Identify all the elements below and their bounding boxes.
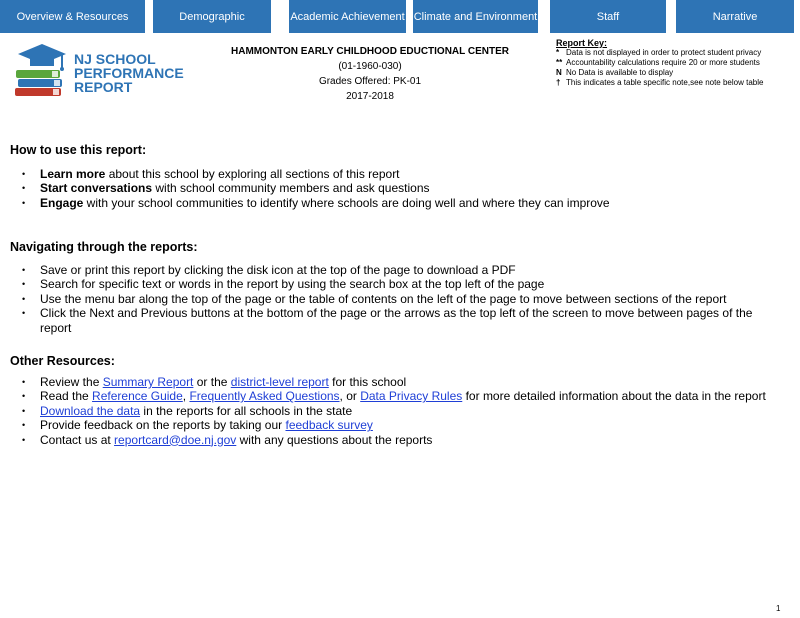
list-item bbox=[22, 404, 777, 418]
navigating-list bbox=[22, 263, 777, 335]
tab-climate-environment[interactable] bbox=[413, 0, 538, 33]
bullet: • bbox=[22, 279, 26, 290]
how-to-use-heading: How to use this report: bbox=[10, 143, 147, 157]
list-item bbox=[22, 277, 777, 291]
bullet: • bbox=[22, 293, 26, 304]
key-symbol: ** bbox=[556, 58, 563, 67]
key-text: Data is not displayed in order to protect student privacy bbox=[566, 48, 762, 57]
report-key-title: Report Key: bbox=[556, 38, 608, 48]
list-item bbox=[22, 263, 777, 277]
item-text: Search for specific text or words in the report by using the search box at the top left of the page bbox=[40, 277, 545, 292]
faq-link[interactable]: Frequently Asked Questions bbox=[189, 389, 340, 404]
page-number: 1 bbox=[776, 604, 781, 613]
item-text: with school community members and ask questions bbox=[152, 181, 430, 196]
logo-line-1: NJ SCHOOL bbox=[74, 51, 156, 67]
grades-offered: Grades Offered: PK-01 bbox=[318, 76, 422, 87]
report-key-item bbox=[556, 58, 796, 68]
tab-label: Staff bbox=[596, 10, 620, 23]
feedback-survey-link[interactable]: feedback survey bbox=[285, 418, 373, 433]
item-text: Use the menu bar along the top of the page or the table of contents on the left of the page to move between sections of the report bbox=[40, 291, 727, 306]
list-item bbox=[22, 292, 777, 306]
tab-label: Academic Achievement bbox=[290, 10, 405, 23]
key-text: No Data is available to display bbox=[566, 68, 674, 77]
item-text: Click the Next and Previous buttons at the bottom of the page or the arrows as the top left of the screen to move between pages of the report bbox=[40, 306, 753, 335]
report-key-item bbox=[556, 68, 796, 78]
other-resources-heading: Other Resources: bbox=[10, 354, 115, 368]
key-text: Accountability calculations require 20 or more students bbox=[566, 58, 760, 67]
bullet: • bbox=[22, 169, 26, 179]
bullet: • bbox=[22, 434, 26, 445]
item-text: about this school by exploring all sections of this report bbox=[105, 167, 400, 181]
item-text: Provide feedback on the reports by taking our bbox=[40, 418, 286, 433]
school-code: (01-1960-030) bbox=[338, 61, 402, 72]
item-bold: Engage bbox=[40, 195, 84, 210]
school-year: 2017-2018 bbox=[346, 91, 394, 102]
district-level-report-link[interactable]: district-level report bbox=[230, 375, 329, 389]
nj-school-performance-report-logo bbox=[12, 40, 187, 100]
item-text: or the bbox=[193, 375, 231, 389]
how-to-use-list bbox=[22, 167, 777, 210]
item-text: Review the bbox=[40, 375, 103, 389]
summary-report-link[interactable]: Summary Report bbox=[102, 375, 194, 389]
list-item bbox=[22, 167, 777, 181]
tab-demographic[interactable] bbox=[153, 0, 271, 33]
item-text: Save or print this report by clicking the disk icon at the top of the page to download a PDF bbox=[40, 263, 516, 277]
item-text: , bbox=[182, 389, 190, 404]
key-text: This indicates a table specific note,see note below table bbox=[566, 78, 764, 87]
item-text: with any questions about the reports bbox=[236, 432, 433, 447]
item-bold: Start conversations bbox=[40, 181, 153, 196]
logo-line-3: REPORT bbox=[74, 79, 133, 95]
download-data-link[interactable]: Download the data bbox=[40, 403, 141, 418]
item-bold: Learn more bbox=[40, 167, 106, 181]
bullet: • bbox=[22, 391, 26, 402]
list-item bbox=[22, 418, 777, 432]
key-symbol: † bbox=[556, 78, 561, 87]
tab-staff[interactable] bbox=[550, 0, 666, 33]
school-header bbox=[200, 44, 540, 104]
item-text: Read the bbox=[40, 389, 93, 404]
key-symbol: * bbox=[556, 48, 560, 57]
data-privacy-rules-link[interactable]: Data Privacy Rules bbox=[360, 389, 463, 404]
bullet: • bbox=[22, 265, 26, 275]
tab-label: Demographic bbox=[179, 10, 245, 23]
report-key bbox=[556, 38, 796, 88]
item-text: for more detailed information about the data in the report bbox=[462, 389, 766, 404]
tab-narrative[interactable] bbox=[676, 0, 794, 33]
top-nav bbox=[0, 0, 800, 34]
bullet: • bbox=[22, 183, 26, 194]
reference-guide-link[interactable]: Reference Guide bbox=[92, 389, 183, 404]
list-item bbox=[22, 433, 777, 447]
item-text: for this school bbox=[328, 375, 407, 389]
item-text: , or bbox=[339, 389, 361, 404]
other-resources-list bbox=[22, 375, 777, 447]
books-graduation-cap-icon bbox=[12, 40, 72, 100]
item-text: with your school communities to identify where schools are doing well and where they can improve bbox=[83, 195, 610, 210]
contact-email-link[interactable]: reportcard@doe.nj.gov bbox=[114, 432, 237, 447]
list-item bbox=[22, 306, 777, 335]
list-item bbox=[22, 181, 777, 195]
bullet: • bbox=[22, 377, 26, 387]
report-key-item bbox=[556, 78, 796, 88]
tab-label: Narrative bbox=[712, 10, 758, 23]
bullet: • bbox=[22, 405, 26, 416]
list-item bbox=[22, 375, 777, 389]
tab-academic-achievement[interactable] bbox=[289, 0, 406, 33]
tab-label: Overview & Resources bbox=[16, 10, 129, 23]
tab-label: Climate and Environment bbox=[413, 10, 538, 23]
report-key-item bbox=[556, 48, 796, 58]
logo-line-2: PERFORMANCE bbox=[74, 65, 184, 81]
item-text: Contact us at bbox=[40, 432, 115, 447]
key-symbol: N bbox=[556, 68, 562, 77]
list-item bbox=[22, 196, 777, 210]
bullet: • bbox=[22, 308, 26, 319]
tab-overview-resources[interactable] bbox=[0, 0, 145, 33]
navigating-heading: Navigating through the reports: bbox=[10, 240, 198, 254]
list-item bbox=[22, 389, 777, 403]
item-text: in the reports for all schools in the state bbox=[140, 403, 353, 418]
bullet: • bbox=[22, 197, 26, 208]
bullet: • bbox=[22, 420, 26, 431]
school-name: HAMMONTON EARLY CHILDHOOD EDUCTIONAL CENTER bbox=[231, 46, 509, 57]
